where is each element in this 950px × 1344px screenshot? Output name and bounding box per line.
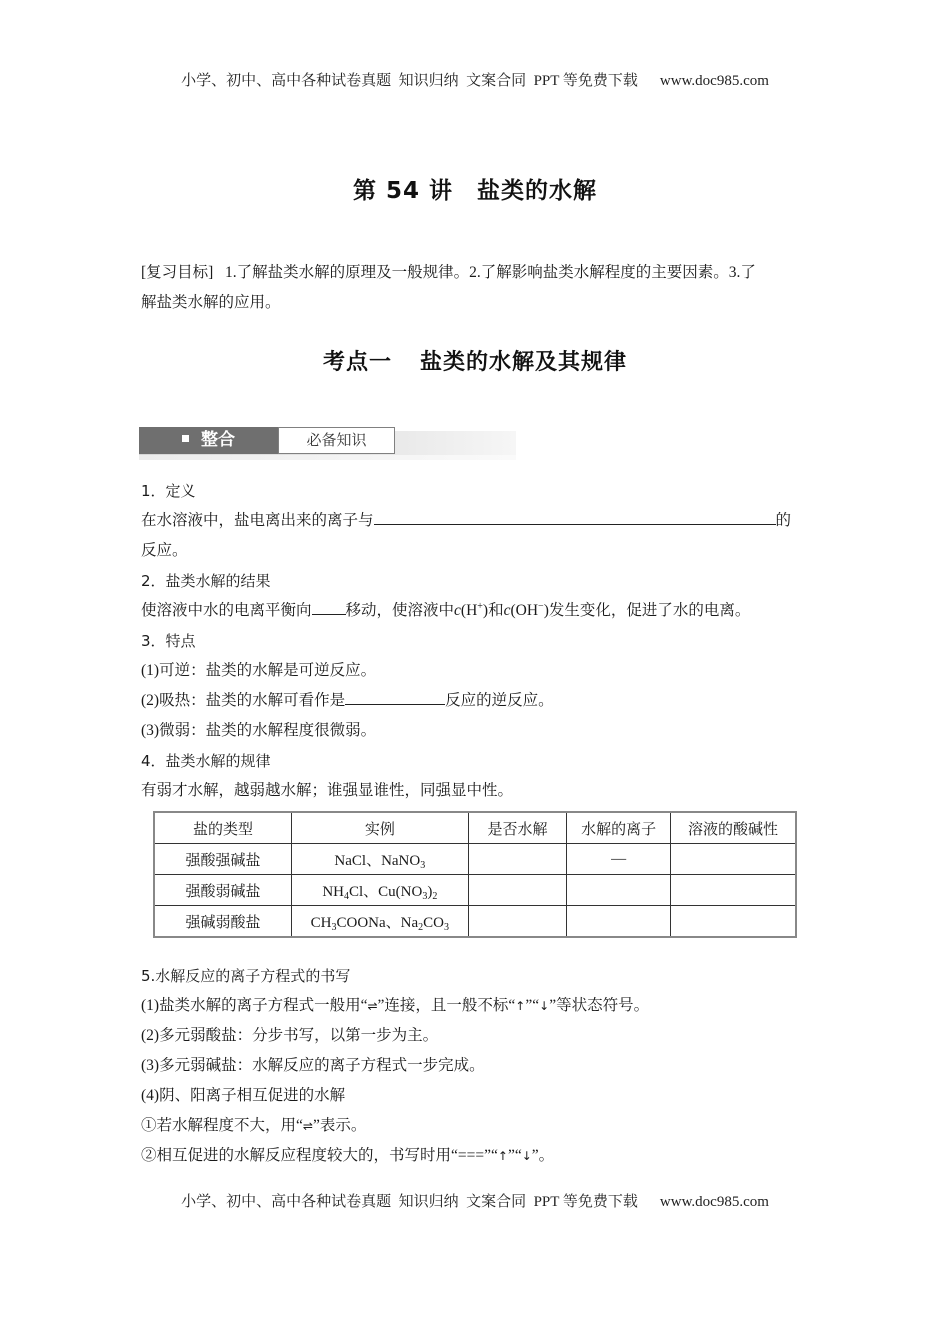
cell-example [292, 875, 469, 906]
oh-charge: − [538, 601, 544, 612]
section-number: 考点一 [322, 350, 392, 375]
feature-3: (3)微弱：盐类的水解程度很微弱。 [141, 722, 377, 739]
cell-example [292, 844, 469, 875]
formula-subscript: 3 [331, 921, 337, 933]
precipitate-down-arrow-icon: ↓ [539, 999, 550, 1013]
precipitate-down-arrow-icon: ↓ [521, 1149, 532, 1163]
equals-sign-icon: === [457, 1147, 485, 1164]
rule-1-text-c: ”“ [525, 997, 540, 1014]
footer-text: 小学、初中、高中各种试卷真题 知识归纳 文案合同 PPT 等免费下载 [181, 1194, 638, 1210]
result-text-b: 移动，使溶液中 [345, 602, 455, 619]
col-header-acidity: 溶液的酸碱性 [670, 812, 796, 844]
equation-rule-4-2 [141, 1141, 813, 1171]
oh-ion: (OH [510, 602, 539, 619]
result-paragraph [141, 596, 813, 626]
page-footer [0, 1190, 950, 1211]
rule-4-2-text-c: ”“ [507, 1147, 522, 1164]
table-header-row [154, 812, 796, 844]
heading-definition: 1．定义 [141, 482, 196, 500]
heading-rules: 4．盐类水解的规律 [141, 752, 271, 770]
formula-subscript: 3 [420, 859, 426, 871]
fill-blank-2[interactable] [312, 596, 346, 615]
review-goal-text-1: 1.了解盐类水解的原理及一般规律。2.了解影响盐类水解程度的主要因素。3.了 [224, 264, 756, 281]
formula-part: NH [322, 883, 344, 900]
col-header-hydrolyze: 是否水解 [468, 812, 567, 844]
gas-up-arrow-icon: ↑ [497, 1149, 508, 1163]
section-title [0, 345, 950, 376]
formula-subscript: 3 [422, 890, 428, 902]
feature-2-text-b: 反应的逆反应。 [445, 692, 554, 709]
banner-right-label: 必备知识 [306, 431, 367, 449]
table-row [154, 906, 796, 938]
knowledge-banner [139, 427, 516, 461]
review-goal-label: [复习目标] [141, 264, 214, 281]
feature-2-text-a: (2)吸热：盐类的水解可看作是 [141, 692, 346, 709]
banner-integrate-tab [139, 427, 278, 454]
formula-part: ) [427, 883, 433, 900]
review-goal [141, 258, 811, 318]
content-part-1 [141, 476, 813, 806]
feature-2 [141, 686, 813, 716]
banner-knowledge-box [278, 427, 395, 454]
col-header-type: 盐的类型 [154, 812, 292, 844]
formula-subscript: 3 [443, 921, 449, 933]
formula-subscript: 2 [418, 921, 424, 933]
result-text-d: )发生变化，促进了水的电离。 [543, 602, 751, 619]
result-text-a: 使溶液中水的电离平衡向 [141, 602, 312, 619]
rule-4-2-text-d: ”。 [531, 1147, 555, 1164]
footer-url[interactable]: www.doc985.com [659, 1194, 769, 1210]
rules-paragraph: 有弱才水解，越弱越水解；谁强显谁性，同强显中性。 [141, 782, 514, 799]
cell-ion[interactable] [567, 906, 671, 938]
formula-part: CH [310, 914, 332, 931]
lecture-topic: 盐类的水解 [477, 178, 598, 204]
cell-hydrolyze[interactable] [468, 875, 567, 906]
formula-subscript: 2 [432, 890, 438, 902]
rule-1-text-a: (1)盐类水解的离子方程式一般用“ [141, 997, 368, 1014]
cell-type: 强酸强碱盐 [154, 844, 292, 875]
cell-type: 强酸弱碱盐 [154, 875, 292, 906]
rule-4-2-text-b: ”“ [484, 1147, 498, 1164]
h-charge: + [477, 601, 483, 612]
equation-rule-2: (2)多元弱酸盐：分步书写，以第一步为主。 [141, 1027, 439, 1044]
cell-ion[interactable] [567, 875, 671, 906]
equation-rule-4: (4)阴、阳离子相互促进的水解 [141, 1087, 346, 1104]
rule-4-2-text-a: ②相互促进的水解反应程度较大的，书写时用“ [141, 1147, 458, 1164]
salt-hydrolysis-table [153, 811, 797, 938]
heading-result: 2．盐类水解的结果 [141, 572, 271, 590]
h-ion: (H [460, 602, 478, 619]
feature-1: (1)可逆：盐类的水解是可逆反应。 [141, 662, 377, 679]
cell-type: 强碱弱酸盐 [154, 906, 292, 938]
rule-1-text-b: ”连接，且一般不标“ [377, 997, 516, 1014]
square-bullet-icon [182, 435, 189, 442]
cell-ion: — [567, 844, 671, 875]
definition-paragraph-cont: 反应。 [141, 542, 188, 559]
heading-ionic-equation: 5.水解反应的离子方程式的书写 [141, 967, 351, 985]
table-row [154, 844, 796, 875]
banner-left-label: 整合 [201, 430, 235, 450]
definition-paragraph [141, 506, 813, 536]
cell-acidity[interactable] [670, 906, 796, 938]
reversible-arrow-icon: ⇌ [367, 999, 378, 1013]
header-text: 小学、初中、高中各种试卷真题 知识归纳 文案合同 PPT 等免费下载 [181, 73, 638, 89]
formula-part: COONa、Na [336, 914, 419, 931]
cell-hydrolyze[interactable] [468, 906, 567, 938]
conc-symbol: c [454, 602, 461, 619]
formula-subscript: 4 [343, 890, 349, 902]
conc-symbol: c [503, 602, 511, 619]
equation-rule-4-1 [141, 1111, 813, 1141]
reversible-arrow-icon: ⇌ [302, 1119, 313, 1133]
cell-hydrolyze[interactable] [468, 844, 567, 875]
formula-part: Cl、Cu(NO [348, 883, 423, 900]
definition-text-end: 的 [775, 512, 792, 529]
definition-text: 在水溶液中，盐电离出来的离子与 [141, 512, 374, 529]
equation-rule-1 [141, 991, 813, 1021]
lecture-number: 第 54 讲 [352, 178, 454, 204]
formula-part: NaCl、NaNO [334, 852, 421, 869]
gas-up-arrow-icon: ↑ [515, 999, 526, 1013]
col-header-ion: 水解的离子 [567, 812, 671, 844]
header-url[interactable]: www.doc985.com [659, 73, 769, 89]
rule-4-1-text-b: ”表示。 [312, 1117, 367, 1134]
cell-acidity[interactable] [670, 875, 796, 906]
cell-acidity[interactable] [670, 844, 796, 875]
result-text-c: )和 [482, 602, 504, 619]
rule-1-text-d: ”等状态符号。 [549, 997, 650, 1014]
banner-shadow [139, 455, 516, 460]
page-header [0, 69, 950, 90]
content-part-2 [141, 961, 813, 1171]
cell-example [292, 906, 469, 938]
page-title [0, 172, 950, 205]
fill-blank-3[interactable] [345, 686, 445, 705]
table-row [154, 875, 796, 906]
heading-features: 3．特点 [141, 632, 196, 650]
equation-rule-3: (3)多元弱碱盐：水解反应的离子方程式一步完成。 [141, 1057, 485, 1074]
fill-blank-1[interactable] [374, 506, 776, 525]
col-header-example: 实例 [292, 812, 469, 844]
formula-part: CO [423, 914, 444, 931]
review-goal-text-2: 解盐类水解的应用。 [141, 294, 281, 311]
section-name: 盐类的水解及其规律 [420, 350, 628, 375]
rule-4-1-text-a: ①若水解程度不大，用“ [141, 1117, 303, 1134]
